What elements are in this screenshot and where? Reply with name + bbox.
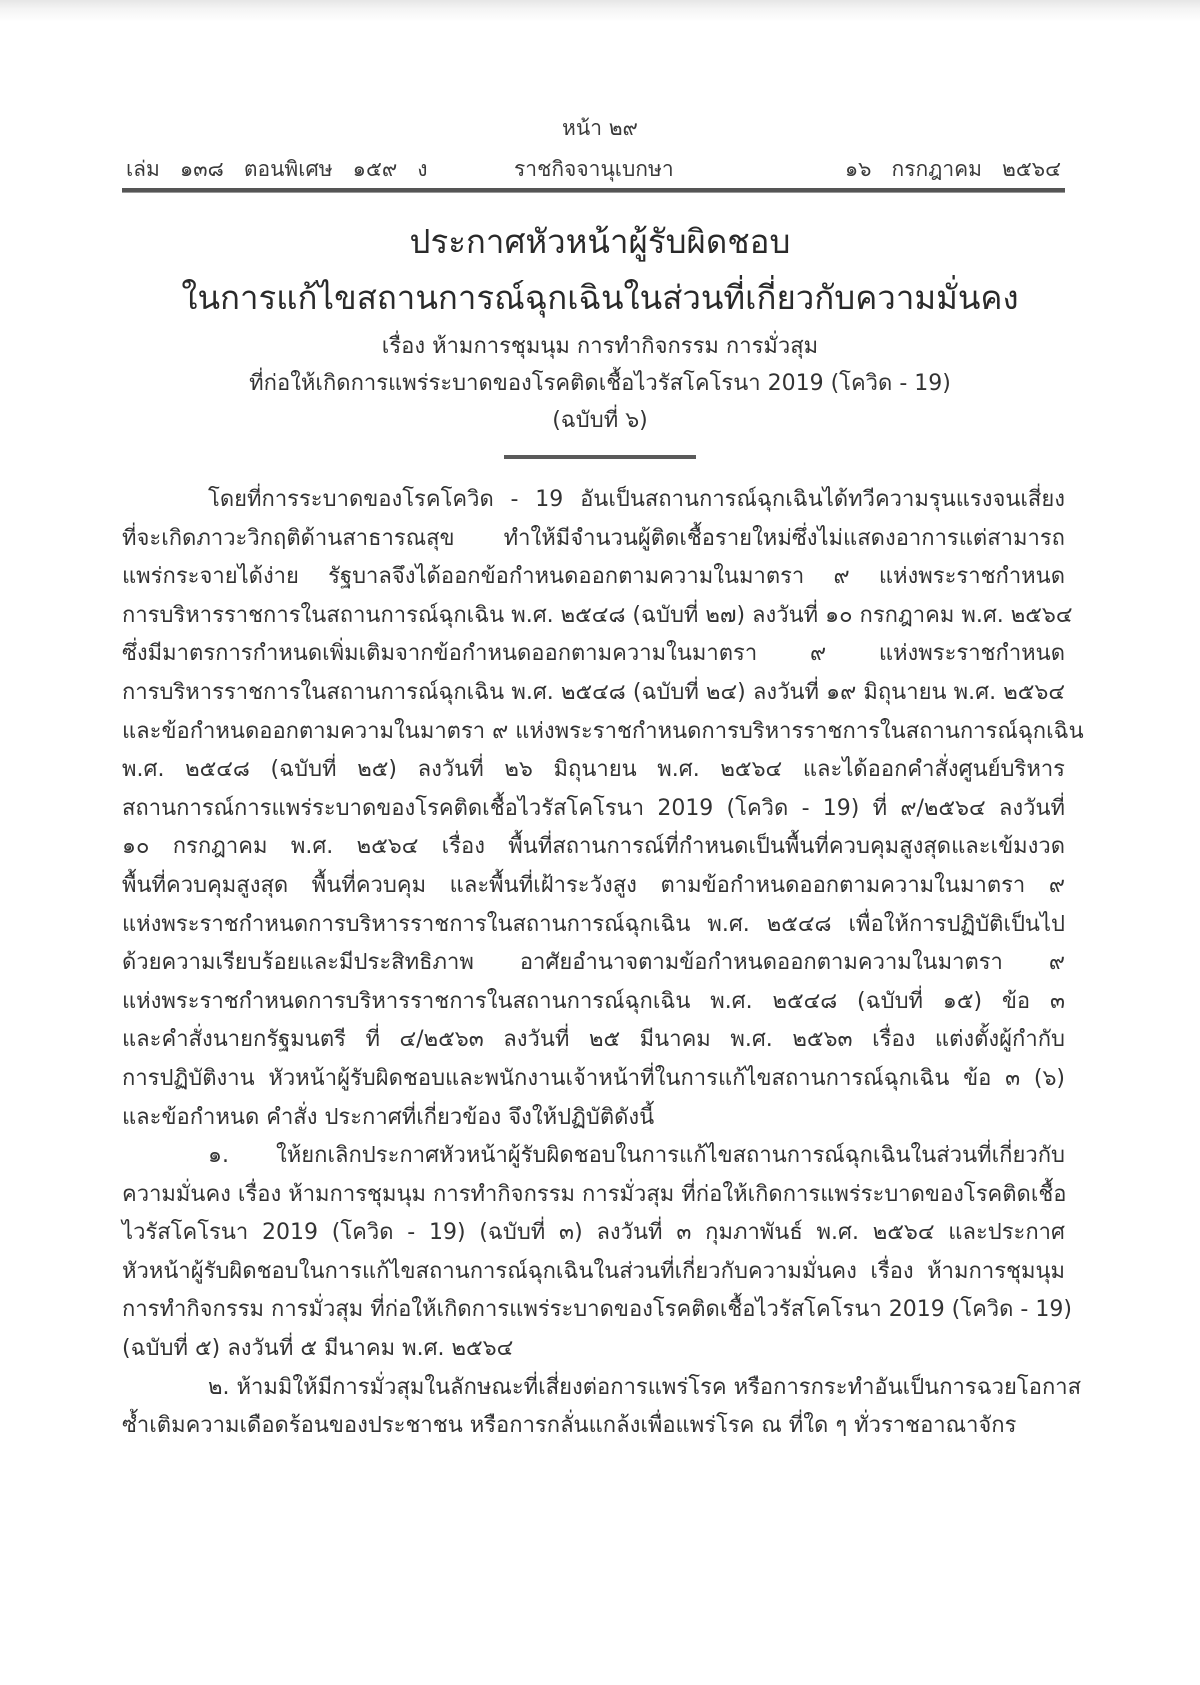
clause-1: [122, 1137, 1072, 1369]
text-line: แพร่กระจายได้ง่าย รัฐบาลจึงได้ออกข้อกำหนดออกตามความในมาตรา ๙ แห่งพระราชกำหนด: [122, 564, 1065, 590]
edition-number: (ฉบับที่ ๖): [552, 408, 648, 433]
text-line: แห่งพระราชกำหนดการบริหารราชการในสถานการณ์ฉุกเฉิน พ.ศ. ๒๕๔๘ เพื่อให้การปฏิบัติเป็นไป: [122, 911, 1065, 937]
announcement-body: [122, 481, 1084, 1446]
subject-line-2: ที่ก่อให้เกิดการแพร่ระบาดของโรคติดเชื้อไวรัสโคโรนา 2019 (โควิด - 19): [249, 371, 951, 396]
title-line-2: ในการแก้ไขสถานการณ์ฉุกเฉินในส่วนที่เกี่ยวกับความมั่นคง: [181, 278, 1019, 317]
publication-date: ๑๖ กรกฎาคม ๒๕๖๔: [844, 157, 1061, 181]
clause-2: [122, 1369, 1082, 1446]
gazette-header: [122, 150, 1065, 184]
text-line: ซึ่งมีมาตรการกำหนดเพิ่มเติมจากข้อกำหนดออกตามความในมาตรา ๙ แห่งพระราชกำหนด: [122, 641, 1065, 667]
title-line-1: ประกาศหัวหน้าผู้รับผิดชอบ: [409, 222, 791, 261]
text-line: พ.ศ. ๒๕๔๘ (ฉบับที่ ๒๕) ลงวันที่ ๒๖ มิถุนายน พ.ศ. ๒๕๖๔ และได้ออกคำสั่งศูนย์บริหาร: [122, 757, 1065, 783]
text-line: หัวหน้าผู้รับผิดชอบในการแก้ไขสถานการณ์ฉุกเฉินในส่วนที่เกี่ยวกับความมั่นคง เรื่อง ห้ามการชุมนุม: [122, 1258, 1065, 1284]
text-line: ความมั่นคง เรื่อง ห้ามการชุมนุม การทำกิจกรรม การมั่วสุม ที่ก่อให้เกิดการแพร่ระบาดของโรคติดเชื้อ: [122, 1181, 1067, 1207]
preamble-paragraph: [122, 481, 1084, 1137]
volume-issue: เล่ม ๑๓๘ ตอนพิเศษ ๑๕๙ ง: [126, 157, 428, 181]
subject-line-1: เรื่อง ห้ามการชุมนุม การทำกิจกรรม การมั่วสุม: [381, 334, 819, 359]
text-line: (ฉบับที่ ๕) ลงวันที่ ๕ มีนาคม พ.ศ. ๒๕๖๔: [122, 1336, 514, 1362]
text-line: พื้นที่ควบคุมสูงสุด พื้นที่ควบคุม และพื้นที่เฝ้าระวังสูง ตามข้อกำหนดออกตามความในมาตรา ๙: [122, 872, 1065, 898]
text-line: แห่งพระราชกำหนดการบริหารราชการในสถานการณ์ฉุกเฉิน พ.ศ. ๒๕๔๘ (ฉบับที่ ๑๕) ข้อ ๓: [122, 988, 1065, 1014]
text-line: ๒. ห้ามมิให้มีการมั่วสุมในลักษณะที่เสี่ยงต่อการแพร่โรค หรือการกระทำอันเป็นการฉวยโอกาส: [208, 1374, 1082, 1400]
publication-name: ราชกิจจานุเบกษา: [514, 157, 674, 181]
text-line: และคำสั่งนายกรัฐมนตรี ที่ ๔/๒๕๖๓ ลงวันที่ ๒๕ มีนาคม พ.ศ. ๒๕๖๓ เรื่อง แต่งตั้งผู้กำกับ: [122, 1027, 1065, 1053]
text-line: การบริหารราชการในสถานการณ์ฉุกเฉิน พ.ศ. ๒๕๔๘ (ฉบับที่ ๒๔) ลงวันที่ ๑๙ มิถุนายน พ.ศ. ๒๕๖๔: [122, 679, 1065, 705]
text-line: และข้อกำหนดออกตามความในมาตรา ๙ แห่งพระราชกำหนดการบริหารราชการในสถานการณ์ฉุกเฉิน: [122, 718, 1084, 744]
text-line: การทำกิจกรรม การมั่วสุม ที่ก่อให้เกิดการแพร่ระบาดของโรคติดเชื้อไวรัสโคโรนา 2019 (โควิด - 19): [122, 1297, 1072, 1323]
text-line: สถานการณ์การแพร่ระบาดของโรคติดเชื้อไวรัสโคโรนา 2019 (โควิด - 19) ที่ ๙/๒๕๖๔ ลงวันที่: [122, 795, 1065, 821]
text-line: ๑. ให้ยกเลิกประกาศหัวหน้าผู้รับผิดชอบในการแก้ไขสถานการณ์ฉุกเฉินในส่วนที่เกี่ยวกับ: [208, 1143, 1065, 1169]
title-divider: [504, 455, 696, 459]
text-line: ที่จะเกิดภาวะวิกฤติด้านสาธารณสุข ทำให้มีจำนวนผู้ติดเชื้อรายใหม่ซึ่งไม่แสดงอาการแต่สามารถ: [122, 525, 1065, 551]
announcement-title: [0, 214, 1200, 439]
page-number: หน้า ๒๙: [562, 116, 638, 140]
text-line: ด้วยความเรียบร้อยและมีประสิทธิภาพ อาศัยอำนาจตามข้อกำหนดออกตามความในมาตรา ๙: [122, 950, 1065, 976]
text-line: ไวรัสโคโรนา 2019 (โควิด - 19) (ฉบับที่ ๓) ลงวันที่ ๓ กุมภาพันธ์ พ.ศ. ๒๕๖๔ และประกาศ: [122, 1220, 1065, 1246]
text-line: และข้อกำหนด คำสั่ง ประกาศที่เกี่ยวข้อง จึงให้ปฏิบัติดังนี้: [122, 1104, 655, 1130]
text-line: การปฏิบัติงาน หัวหน้าผู้รับผิดชอบและพนักงานเจ้าหน้าที่ในการแก้ไขสถานการณ์ฉุกเฉิน ข้อ ๓ (๖): [122, 1065, 1065, 1091]
text-line: ๑๐ กรกฎาคม พ.ศ. ๒๕๖๔ เรื่อง พื้นที่สถานการณ์ที่กำหนดเป็นพื้นที่ควบคุมสูงสุดและเข้มงวด: [122, 834, 1065, 860]
text-line: โดยที่การระบาดของโรคโควิด - 19 อันเป็นสถานการณ์ฉุกเฉินได้ทวีความรุนแรงจนเสี่ยง: [208, 487, 1065, 512]
text-line: ซ้ำเติมความเดือดร้อนของประชาชน หรือการกลั่นแกล้งเพื่อแพร่โรค ณ ที่ใด ๆ ทั่วราชอาณาจักร: [122, 1413, 1017, 1439]
text-line: การบริหารราชการในสถานการณ์ฉุกเฉิน พ.ศ. ๒๕๔๘ (ฉบับที่ ๒๗) ลงวันที่ ๑๐ กรกฎาคม พ.ศ. ๒๕๖๔: [122, 602, 1073, 628]
header-rule: [122, 188, 1065, 193]
